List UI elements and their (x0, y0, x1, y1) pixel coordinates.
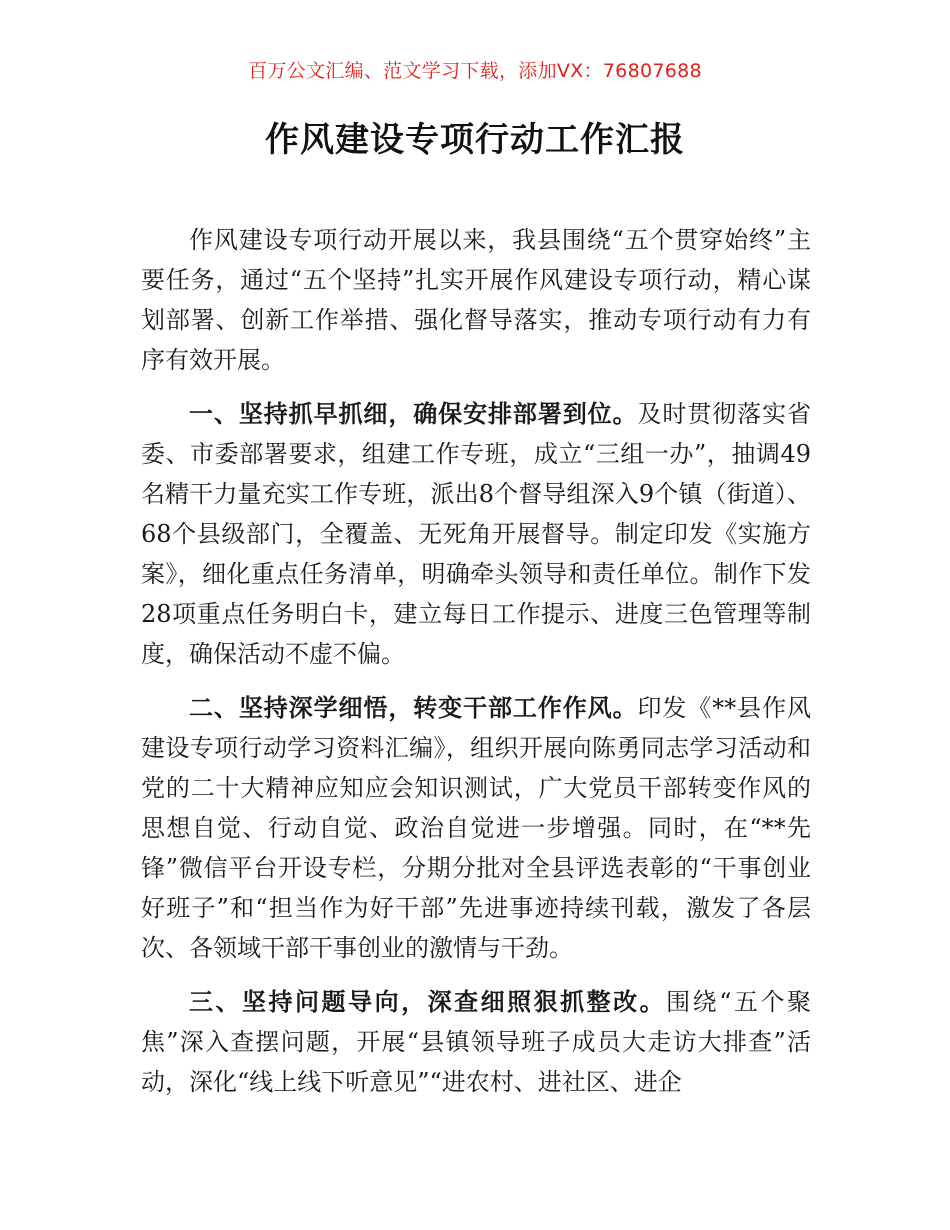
section-heading: 一、坚持抓早抓细，确保安排部署到位。 (189, 400, 638, 428)
section-heading: 三、坚持问题导向，深查细照狠抓整改。 (189, 988, 667, 1016)
watermark-banner: 百万公文汇编、范文学习下载，添加VX：76807688 (248, 60, 702, 82)
paragraph-text: 作风建设专项行动开展以来，我县围绕“五个贯穿始终”主要任务，通过“五个坚持”扎实开展作风建设专项行动，精心谋划部署、创新工作举措、强化督导落实，推动专项行动有力有序有效开展。 (141, 226, 811, 374)
paragraph-text: 及时贯彻落实省委、市委部署要求，组建工作专班，成立“三组一办”，抽调49名精干力量充实工作专班，派出8个督导组深入9个镇（街道）、68个县级部门，全覆盖、无死角开展督导。制定印发《实施方案》，细化重点任务清单，明确牵头领导和责任单位。制作下发28项重点任务明白卡，建立每日工作提示、进度三色管理等制度，确保活动不虚不偏。 (141, 400, 811, 668)
document-title: 作风建设专项行动工作汇报 (265, 120, 685, 160)
paragraph-text: 印发《**县作风建设专项行动学习资料汇编》，组织开展向陈勇同志学习活动和党的二十大精神应知应会知识测试，广大党员干部转变作风的思想自觉、行动自觉、政治自觉进一步增强。同时，在“**先锋”微信平台开设专栏，分期分批对全县评选表彰的“干事创业好班子”和“担当作为好干部”先进事迹持续刊载，激发了各层次、各领域干部干事创业的激情与干劲。 (141, 694, 811, 962)
paragraph-text: 围绕“五个聚焦”深入查摆问题，开展“县镇领导班子成员大走访大排查”活动，深化“线上线下听意见”“进农村、进社区、进企 (141, 988, 811, 1096)
paragraph-intro (141, 220, 811, 380)
paragraph-section-1 (141, 394, 811, 674)
paragraph-section-3 (141, 982, 811, 1102)
paragraph-section-2 (141, 688, 811, 968)
document-body (141, 220, 811, 1116)
section-heading: 二、坚持深学细悟，转变干部工作作风。 (189, 694, 638, 722)
